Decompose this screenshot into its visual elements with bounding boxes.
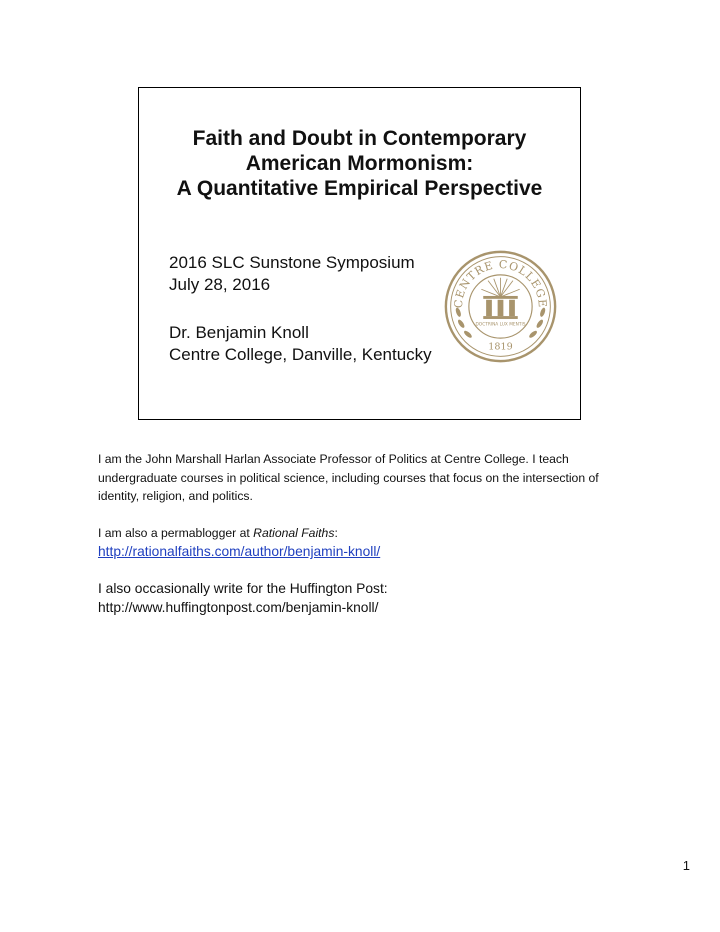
seal-top-text: CENTRE COLLEGE xyxy=(451,257,550,309)
slide-thumbnail xyxy=(138,87,581,420)
page-number: 1 xyxy=(682,858,690,873)
blog-prefix: I am also a permablogger at xyxy=(98,525,254,540)
speaker-notes xyxy=(98,450,638,617)
college-seal-logo xyxy=(443,249,558,364)
blog-name: Rational Faiths xyxy=(253,525,335,540)
event-date: July 28, 2016 xyxy=(169,275,271,294)
huffpost-url: http://www.huffingtonpost.com/benjamin-knoll/ xyxy=(98,600,379,615)
seal-motto: DOCTRINA LUX MENTIS xyxy=(475,322,526,328)
author-name: Dr. Benjamin Knoll xyxy=(169,323,309,342)
slide-title-line: Faith and Doubt in Contemporary xyxy=(192,127,527,150)
seal-year: 1819 xyxy=(488,341,513,353)
event-name: 2016 SLC Sunstone Symposium xyxy=(169,253,415,272)
event-info xyxy=(169,252,415,296)
blog-line xyxy=(98,524,638,543)
blog-url-link[interactable]: http://rationalfaiths.com/author/benjamin-knoll/ xyxy=(98,544,381,559)
author-info xyxy=(169,322,432,366)
author-affiliation: Centre College, Danville, Kentucky xyxy=(169,345,432,364)
slide-title-line: American Mormonism: xyxy=(245,152,474,175)
slide-title-line: A Quantitative Empirical Perspective xyxy=(176,177,543,200)
huffpost-line: I also occasionally write for the Huffington Post: xyxy=(98,581,388,596)
blog-suffix: : xyxy=(334,525,338,540)
slide-title xyxy=(139,126,580,201)
intro-paragraph: I am the John Marshall Harlan Associate Professor of Politics at Centre College. I teach undergraduate courses in political science, including courses that focus on the intersection of identity, religion, and politics. xyxy=(98,452,599,503)
